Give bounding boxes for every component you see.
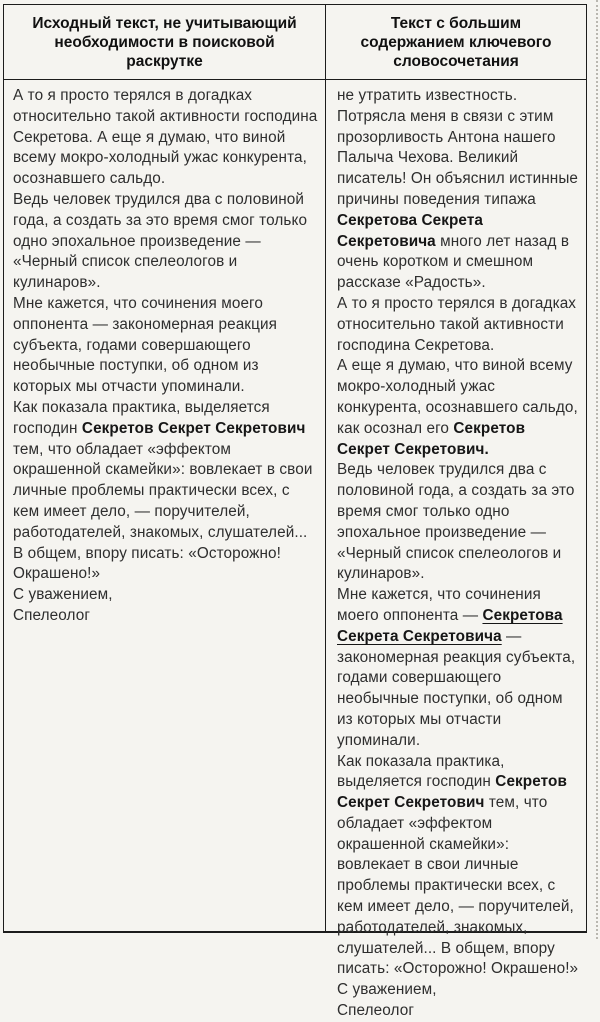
paragraph: [337, 460, 582, 585]
paragraph: [337, 752, 582, 981]
body-cell-keyword-text: [326, 80, 586, 1020]
text-run: А то я просто терялся в догадках относительно такой активности господина Секретова.: [337, 294, 577, 354]
paragraph: [337, 1001, 582, 1022]
paragraph: [337, 356, 582, 460]
scanned-page-edge: [596, 0, 598, 939]
text-run: А еще я думаю, что виной всему мокро-холодный ужас конкурента, осознавшего сальдо, как осознал его: [337, 357, 578, 437]
text-run: Спелеолог: [337, 1002, 415, 1020]
text-run: Как показала практика, выделяется господин: [337, 752, 505, 791]
paragraph: [13, 606, 319, 627]
text-run: Ведь человек трудился два с половиной года, а создать за это время смог только одно эпохальное произведение — «Черный список спелеологов и кулинаров».: [13, 190, 308, 292]
keyword-phrase: Секретов Секрет Секретович.: [337, 419, 526, 458]
table-body-row: [4, 80, 586, 1020]
text-run: — закономерная реакция субъекта, годами совершающего необычные поступки, об одном из которых мы отчасти упоминали.: [337, 627, 576, 749]
paragraph: [337, 585, 582, 751]
text-run: тем, что обладает «эффектом окрашенной скамейки»: вовлекает в свои личные проблемы практически всех, с кем имеет дело, — поручителей, работодателей, знакомых, слушателей... В общем, впору писать: «Осторожно! Окрашено!»: [13, 440, 313, 583]
text-run: С уважением,: [13, 586, 113, 604]
paragraph: [337, 294, 582, 356]
keyword-phrase: Секретова Секрета Секретовича: [337, 606, 563, 645]
paragraph: [13, 585, 319, 606]
paragraph: [13, 190, 319, 294]
paragraph: [13, 86, 319, 190]
text-run: Мне кажется, что сочинения моего оппонента — закономерная реакция субъекта, годами совершающего необычные поступки, об одном из которых мы отчасти упоминали.: [13, 294, 277, 396]
keyword-phrase: Секретова Секрета Секретовича: [337, 211, 484, 250]
text-run: А то я просто терялся в догадках относительно такой активности господина Секретова. А еще я думаю, что виной всему мокро-холодный ужас конкурента, осознавшего сальдо.: [13, 87, 318, 188]
text-run: тем, что обладает «эффектом окрашенной скамейки»: вовлекает в свои личные проблемы практически всех, с кем имеет дело, — поручителей, работодателей, знакомых, слушателей... В общем, впору писать: «Осторожно! Окрашено!»: [337, 794, 579, 978]
keyword-phrase: Секретов Секрет Секретович: [81, 419, 306, 437]
text-run: Как показала практика, выделяется господин: [13, 398, 270, 437]
seo-text-comparison-table: [3, 4, 587, 1020]
text-run: С уважением,: [337, 981, 437, 999]
text-run: Мне кажется, что сочинения моего оппонента —: [337, 586, 541, 624]
paragraph: [13, 294, 319, 398]
text-run: много лет назад в очень коротком и смешном рассказе «Радость».: [337, 232, 570, 292]
text-run: не утратить известность. Потрясла меня в связи с этим прозорливость Антона нашего Палыча Чехова. Великий писатель! Он объяснил истинные причины поведения типажа: [337, 87, 579, 208]
text-run: Спелеолог: [13, 606, 91, 624]
text-run: Ведь человек трудился два с половиной года, а создать за это время смог только одно эпохальное произведение — «Черный список спелеологов и кулинаров».: [337, 461, 575, 583]
keyword-phrase: Секретов Секрет Секретович: [337, 773, 567, 812]
paragraph: [13, 398, 319, 585]
header-cell-original-text: Исходный текст, не учитывающий необходимости в поисковой раскрутке: [4, 5, 326, 79]
paragraph: [337, 86, 582, 294]
header-cell-keyword-text: Текст с большим содержанием ключевого словосочетания: [360, 15, 552, 70]
paragraph: [337, 980, 582, 1001]
body-cell-original-text: [4, 80, 326, 931]
table-header-row: [4, 5, 586, 80]
